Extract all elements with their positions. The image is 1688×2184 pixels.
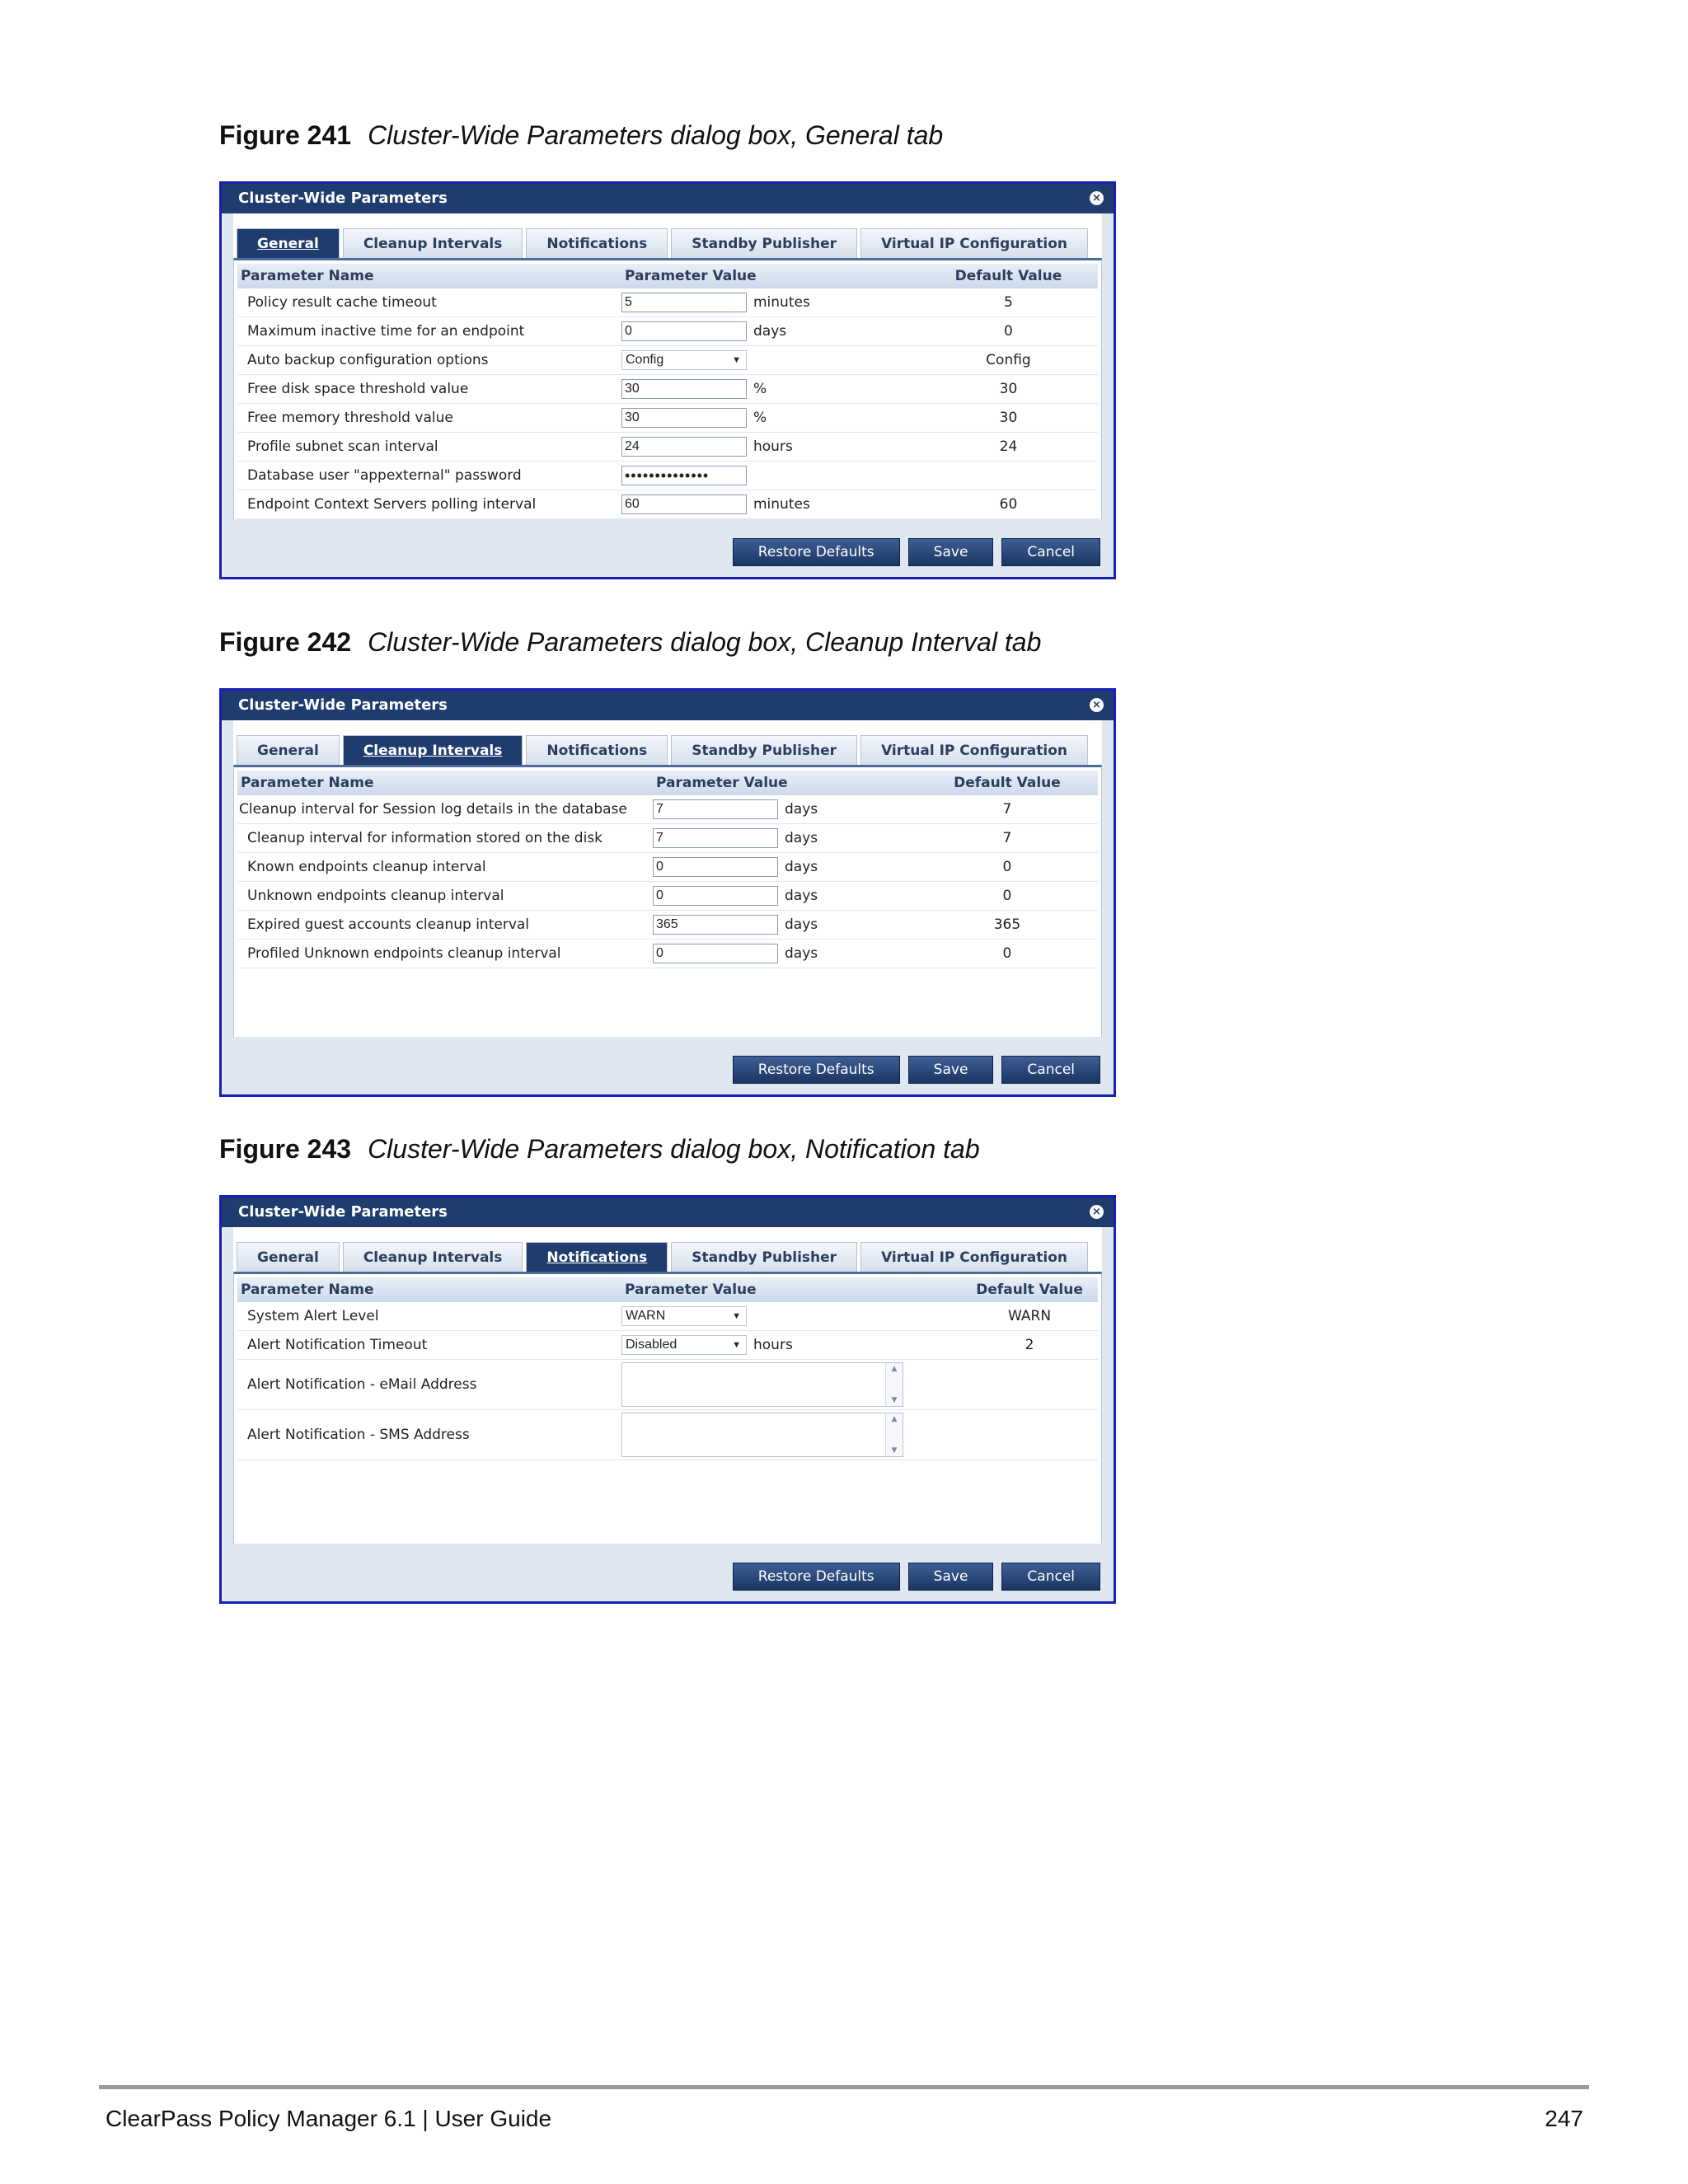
table-header-row <box>237 264 1098 288</box>
parameter-value-input[interactable]: 60 <box>621 494 747 514</box>
unit-label: minutes <box>753 496 810 513</box>
tab-label: Cleanup Intervals <box>363 743 503 759</box>
unit-label: minutes <box>753 294 810 311</box>
dialog-footer <box>222 1045 1114 1094</box>
parameter-name: Alert Notification Timeout <box>237 1331 621 1360</box>
tab-virtual-ip-configuration[interactable] <box>860 735 1088 765</box>
tab-bar <box>233 733 1102 765</box>
page-number: 247 <box>1545 2106 1583 2131</box>
parameter-name: Cleanup interval for Session log details in the database <box>237 795 653 824</box>
tab-general[interactable] <box>237 228 340 258</box>
col-header-parameter-name: Parameter Name <box>237 264 621 288</box>
chevron-down-icon: ▼ <box>732 1311 741 1321</box>
figure-title: Cluster-Wide Parameters dialog box, General tab <box>368 120 944 150</box>
tab-general[interactable] <box>237 735 340 765</box>
col-header-default-value: Default Value <box>961 1277 1098 1302</box>
figure-title: Cluster-Wide Parameters dialog box, Cleanup Interval tab <box>368 627 1042 657</box>
dialog-body <box>233 720 1102 1037</box>
scroll-down-icon[interactable]: ▼ <box>891 1446 898 1455</box>
default-value: 7 <box>917 824 1098 853</box>
tab-cleanup-intervals[interactable] <box>343 735 523 765</box>
close-icon[interactable]: × <box>1090 1205 1104 1219</box>
parameter-value-cell <box>653 853 917 882</box>
unit-label: days <box>785 801 818 818</box>
parameter-name: Free disk space threshold value <box>237 375 621 404</box>
default-value: Config <box>919 346 1098 375</box>
parameter-name: Expired guest accounts cleanup interval <box>237 911 653 940</box>
table-row <box>237 404 1098 433</box>
tab-label: Notifications <box>546 1249 648 1266</box>
parameter-value-input[interactable]: 5 <box>621 293 747 312</box>
default-value: 24 <box>919 433 1098 462</box>
scroll-down-icon[interactable]: ▼ <box>891 1396 898 1404</box>
table-row <box>237 317 1098 346</box>
tab-notifications[interactable] <box>526 228 668 258</box>
table-row <box>237 853 1098 882</box>
figure-number: Figure 243 <box>219 1134 352 1164</box>
default-value: 30 <box>919 375 1098 404</box>
restore-defaults-button[interactable]: Restore Defaults <box>733 1056 900 1084</box>
select-value: Disabled <box>626 1338 678 1352</box>
save-button[interactable]: Save <box>908 1056 994 1084</box>
table-row <box>237 462 1098 490</box>
table-row <box>237 911 1098 940</box>
cancel-button[interactable]: Cancel <box>1001 538 1100 566</box>
tab-virtual-ip-configuration[interactable] <box>860 1242 1088 1272</box>
parameters-table <box>237 264 1098 519</box>
table-row <box>237 1410 1098 1460</box>
default-value: 0 <box>917 853 1098 882</box>
cluster-wide-parameters-dialog <box>219 1195 1116 1604</box>
table-row <box>237 1302 1098 1331</box>
tab-standby-publisher[interactable] <box>671 228 857 258</box>
tab-label: Virtual IP Configuration <box>881 743 1068 759</box>
parameter-name: Unknown endpoints cleanup interval <box>237 882 653 911</box>
footer-rule <box>99 2085 1589 2089</box>
parameter-value-cell <box>653 824 917 853</box>
parameter-name: System Alert Level <box>237 1302 621 1331</box>
table-row <box>237 882 1098 911</box>
cancel-button[interactable]: Cancel <box>1001 1056 1100 1084</box>
tab-general[interactable] <box>237 1242 340 1272</box>
parameter-value-cell <box>621 1302 961 1331</box>
tab-bar <box>233 227 1102 258</box>
table-row <box>237 795 1098 824</box>
parameter-value-input[interactable]: 30 <box>621 379 747 399</box>
parameter-name: Alert Notification - SMS Address <box>237 1410 621 1460</box>
figure-caption <box>219 120 943 151</box>
chevron-down-icon: ▼ <box>732 1340 741 1350</box>
parameter-value-input[interactable]: 24 <box>621 437 747 457</box>
dialog-title <box>222 1197 1114 1227</box>
default-value <box>961 1360 1098 1410</box>
parameter-name: Maximum inactive time for an endpoint <box>237 317 621 346</box>
parameter-value-input[interactable]: 30 <box>621 408 747 428</box>
dialog-footer <box>222 527 1114 577</box>
chevron-down-icon: ▼ <box>732 355 741 365</box>
close-icon[interactable]: × <box>1090 698 1104 712</box>
parameter-value-cell <box>621 1410 961 1460</box>
table-row <box>237 375 1098 404</box>
cluster-wide-parameters-dialog <box>219 181 1116 579</box>
address-textarea[interactable] <box>621 1362 903 1407</box>
tab-label: Cleanup Intervals <box>363 1249 503 1266</box>
unit-label: % <box>753 410 767 426</box>
table-row <box>237 346 1098 375</box>
table-row <box>237 1360 1098 1410</box>
parameter-name: Known endpoints cleanup interval <box>237 853 653 882</box>
parameter-value-cell <box>653 940 917 968</box>
cluster-wide-parameters-dialog <box>219 688 1116 1097</box>
default-value: 0 <box>917 940 1098 968</box>
save-button[interactable]: Save <box>908 538 994 566</box>
parameter-name: Profiled Unknown endpoints cleanup interval <box>237 940 653 968</box>
parameter-value-cell <box>621 433 919 462</box>
scrollbar[interactable] <box>885 1363 903 1406</box>
dialog-title <box>222 184 1114 213</box>
parameter-name: Database user "appexternal" password <box>237 462 621 490</box>
dialog-title-text: Cluster-Wide Parameters <box>238 1203 448 1221</box>
parameter-name: Cleanup interval for information stored on the disk <box>237 824 653 853</box>
parameter-value-select[interactable] <box>621 1335 747 1355</box>
table-row <box>237 940 1098 968</box>
default-value <box>919 462 1098 490</box>
dialog-body <box>233 213 1102 519</box>
tab-label: General <box>257 236 319 252</box>
unit-label: days <box>785 945 818 962</box>
default-value: 7 <box>917 795 1098 824</box>
table-row <box>237 490 1098 519</box>
default-value: WARN <box>961 1302 1098 1331</box>
default-value: 2 <box>961 1331 1098 1360</box>
parameter-value-cell <box>621 317 919 346</box>
figure-number: Figure 241 <box>219 120 352 150</box>
restore-defaults-button[interactable]: Restore Defaults <box>733 538 900 566</box>
figure-caption <box>219 1134 980 1165</box>
table-row <box>237 288 1098 317</box>
col-header-default-value: Default Value <box>917 771 1098 795</box>
parameter-name: Alert Notification - eMail Address <box>237 1360 621 1410</box>
tab-panel <box>233 1272 1102 1544</box>
parameter-value-cell <box>653 911 917 940</box>
tab-label: Notifications <box>546 743 648 759</box>
figure-caption <box>219 627 1041 658</box>
parameter-value-input[interactable]: 7 <box>653 828 778 848</box>
tab-label: Standby Publisher <box>692 236 837 252</box>
dialog-body <box>233 1227 1102 1544</box>
tab-cleanup-intervals[interactable] <box>343 228 523 258</box>
tab-label: Standby Publisher <box>692 1249 837 1266</box>
parameter-name: Profile subnet scan interval <box>237 433 621 462</box>
tab-notifications[interactable] <box>526 1242 668 1272</box>
parameter-value-cell <box>621 1360 961 1410</box>
parameter-value-input[interactable]: 0 <box>653 857 778 877</box>
save-button[interactable]: Save <box>908 1563 994 1591</box>
tab-standby-publisher[interactable] <box>671 735 857 765</box>
default-value: 30 <box>919 404 1098 433</box>
dialog-title-text: Cluster-Wide Parameters <box>238 696 448 714</box>
tab-virtual-ip-configuration[interactable] <box>860 228 1088 258</box>
unit-label: % <box>753 381 767 397</box>
tab-cleanup-intervals[interactable] <box>343 1242 523 1272</box>
parameter-value-cell <box>653 795 917 824</box>
col-header-parameter-value: Parameter Value <box>621 264 919 288</box>
parameter-value-cell <box>621 1331 961 1360</box>
footer-guide-title: ClearPass Policy Manager 6.1 | User Guide <box>106 2106 552 2131</box>
unit-label: days <box>785 888 818 904</box>
tab-bar <box>233 1240 1102 1272</box>
tab-label: General <box>257 1249 319 1266</box>
parameter-value-cell <box>653 882 917 911</box>
tab-notifications[interactable] <box>526 735 668 765</box>
parameter-value-input[interactable]: 0 <box>653 944 778 963</box>
tab-panel <box>233 765 1102 1037</box>
parameter-value-cell <box>621 375 919 404</box>
parameter-value-cell <box>621 346 919 375</box>
parameter-name: Policy result cache timeout <box>237 288 621 317</box>
parameter-name: Free memory threshold value <box>237 404 621 433</box>
tab-label: Standby Publisher <box>692 743 837 759</box>
tab-standby-publisher[interactable] <box>671 1242 857 1272</box>
default-value: 0 <box>919 317 1098 346</box>
default-value: 60 <box>919 490 1098 519</box>
tab-label: Virtual IP Configuration <box>881 1249 1068 1266</box>
unit-label: hours <box>753 1337 793 1353</box>
col-header-parameter-name: Parameter Name <box>237 771 653 795</box>
cancel-button[interactable]: Cancel <box>1001 1563 1100 1591</box>
parameter-name: Auto backup configuration options <box>237 346 621 375</box>
col-header-parameter-value: Parameter Value <box>653 771 917 795</box>
dialog-footer <box>222 1552 1114 1601</box>
table-row <box>237 824 1098 853</box>
table-header-row <box>237 1277 1098 1302</box>
table-header-row <box>237 771 1098 795</box>
parameters-table <box>237 771 1098 968</box>
tab-label: Cleanup Intervals <box>363 236 503 252</box>
scroll-up-icon[interactable]: ▲ <box>891 1365 898 1373</box>
password-input[interactable]: •••••••••••••• <box>621 466 747 485</box>
default-value: 0 <box>917 882 1098 911</box>
tab-label: General <box>257 743 319 759</box>
parameter-value-select[interactable] <box>621 1306 747 1326</box>
parameter-value-cell <box>621 490 919 519</box>
col-header-parameter-name: Parameter Name <box>237 1277 621 1302</box>
unit-label: days <box>785 830 818 846</box>
close-icon[interactable]: × <box>1090 191 1104 205</box>
col-header-default-value: Default Value <box>919 264 1098 288</box>
tab-label: Virtual IP Configuration <box>881 236 1068 252</box>
select-value: WARN <box>626 1309 666 1323</box>
table-row <box>237 433 1098 462</box>
table-row <box>237 1331 1098 1360</box>
restore-defaults-button[interactable]: Restore Defaults <box>733 1563 900 1591</box>
default-value: 365 <box>917 911 1098 940</box>
default-value: 5 <box>919 288 1098 317</box>
parameter-value-select[interactable] <box>621 350 747 370</box>
parameter-value-cell <box>621 404 919 433</box>
unit-label: days <box>753 323 787 340</box>
scrollbar[interactable] <box>885 1413 903 1456</box>
tab-panel <box>233 258 1102 519</box>
parameters-table <box>237 1277 1098 1460</box>
tab-label: Notifications <box>546 236 648 252</box>
parameter-value-input[interactable]: 0 <box>621 321 747 341</box>
default-value <box>961 1410 1098 1460</box>
parameter-value-input[interactable]: 0 <box>653 886 778 906</box>
parameter-value-cell <box>621 462 919 490</box>
unit-label: days <box>785 859 818 875</box>
parameter-value-input[interactable]: 365 <box>653 915 778 935</box>
parameter-name: Endpoint Context Servers polling interval <box>237 490 621 519</box>
dialog-title-text: Cluster-Wide Parameters <box>238 190 448 207</box>
scroll-up-icon[interactable]: ▲ <box>891 1415 898 1423</box>
col-header-parameter-value: Parameter Value <box>621 1277 961 1302</box>
figure-number: Figure 242 <box>219 627 352 657</box>
select-value: Config <box>626 353 664 367</box>
parameter-value-input[interactable]: 7 <box>653 799 778 819</box>
unit-label: hours <box>753 438 793 455</box>
figure-title: Cluster-Wide Parameters dialog box, Notification tab <box>368 1134 980 1164</box>
dialog-title <box>222 691 1114 720</box>
parameter-value-cell <box>621 288 919 317</box>
address-textarea[interactable] <box>621 1413 903 1457</box>
unit-label: days <box>785 916 818 933</box>
